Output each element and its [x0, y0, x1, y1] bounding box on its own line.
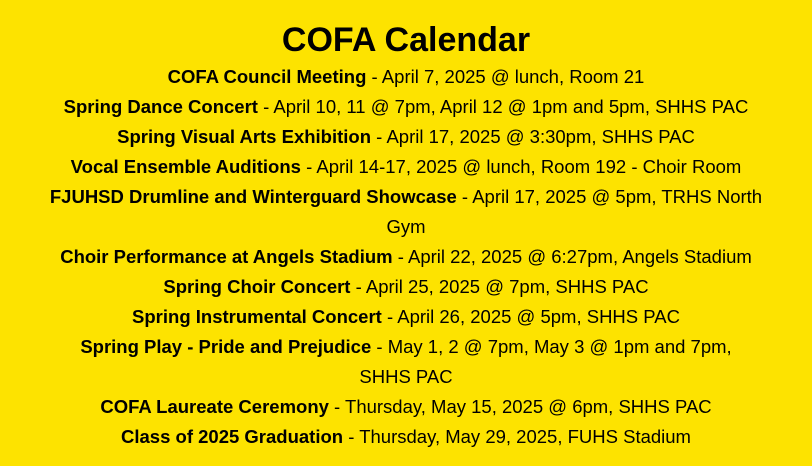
event-details: - Thursday, May 15, 2025 @ 6pm, SHHS PAC	[328, 396, 712, 417]
event-name: Choir Performance at Angels Stadium	[60, 246, 393, 267]
event-item	[61, 332, 751, 392]
event-details: - April 10, 11 @ 7pm, April 12 @ 1pm and 5pm, SHHS PAC	[257, 96, 749, 117]
event-name: Spring Instrumental Concert	[132, 306, 382, 327]
event-details: - April 14-17, 2025 @ lunch, Room 192 - Choir Room	[300, 156, 742, 177]
event-item	[0, 122, 812, 152]
event-details: - April 7, 2025 @ lunch, Room 21	[366, 66, 645, 87]
event-details: - April 17, 2025 @ 3:30pm, SHHS PAC	[371, 126, 695, 147]
event-item	[0, 422, 812, 452]
event-details: - April 25, 2025 @ 7pm, SHHS PAC	[350, 276, 649, 297]
event-details: - April 17, 2025 @ 5pm, TRHS North Gym	[386, 186, 763, 237]
event-name: Spring Visual Arts Exhibition	[117, 126, 372, 147]
event-name: Spring Choir Concert	[163, 276, 351, 297]
event-details: - April 26, 2025 @ 5pm, SHHS PAC	[381, 306, 680, 327]
event-name: COFA Council Meeting	[167, 66, 367, 87]
event-item	[0, 152, 812, 182]
event-item	[0, 272, 812, 302]
event-item	[36, 182, 776, 242]
event-name: FJUHSD Drumline and Winterguard Showcase	[49, 186, 457, 207]
event-name: Spring Play - Pride and Prejudice	[80, 336, 372, 357]
event-name: Class of 2025 Graduation	[121, 426, 344, 447]
event-item	[0, 302, 812, 332]
event-name: COFA Laureate Ceremony	[100, 396, 329, 417]
event-list	[0, 62, 812, 452]
event-details: - April 22, 2025 @ 6:27pm, Angels Stadium	[392, 246, 752, 267]
event-details: - May 1, 2 @ 7pm, May 3 @ 1pm and 7pm, SHHS PAC	[359, 336, 732, 387]
event-details: - Thursday, May 29, 2025, FUHS Stadium	[343, 426, 691, 447]
page-title: COFA Calendar	[281, 21, 531, 59]
event-item	[0, 242, 812, 272]
event-name: Spring Dance Concert	[63, 96, 258, 117]
event-item	[0, 392, 812, 422]
event-item	[0, 62, 812, 92]
event-item	[0, 92, 812, 122]
event-name: Vocal Ensemble Auditions	[70, 156, 301, 177]
